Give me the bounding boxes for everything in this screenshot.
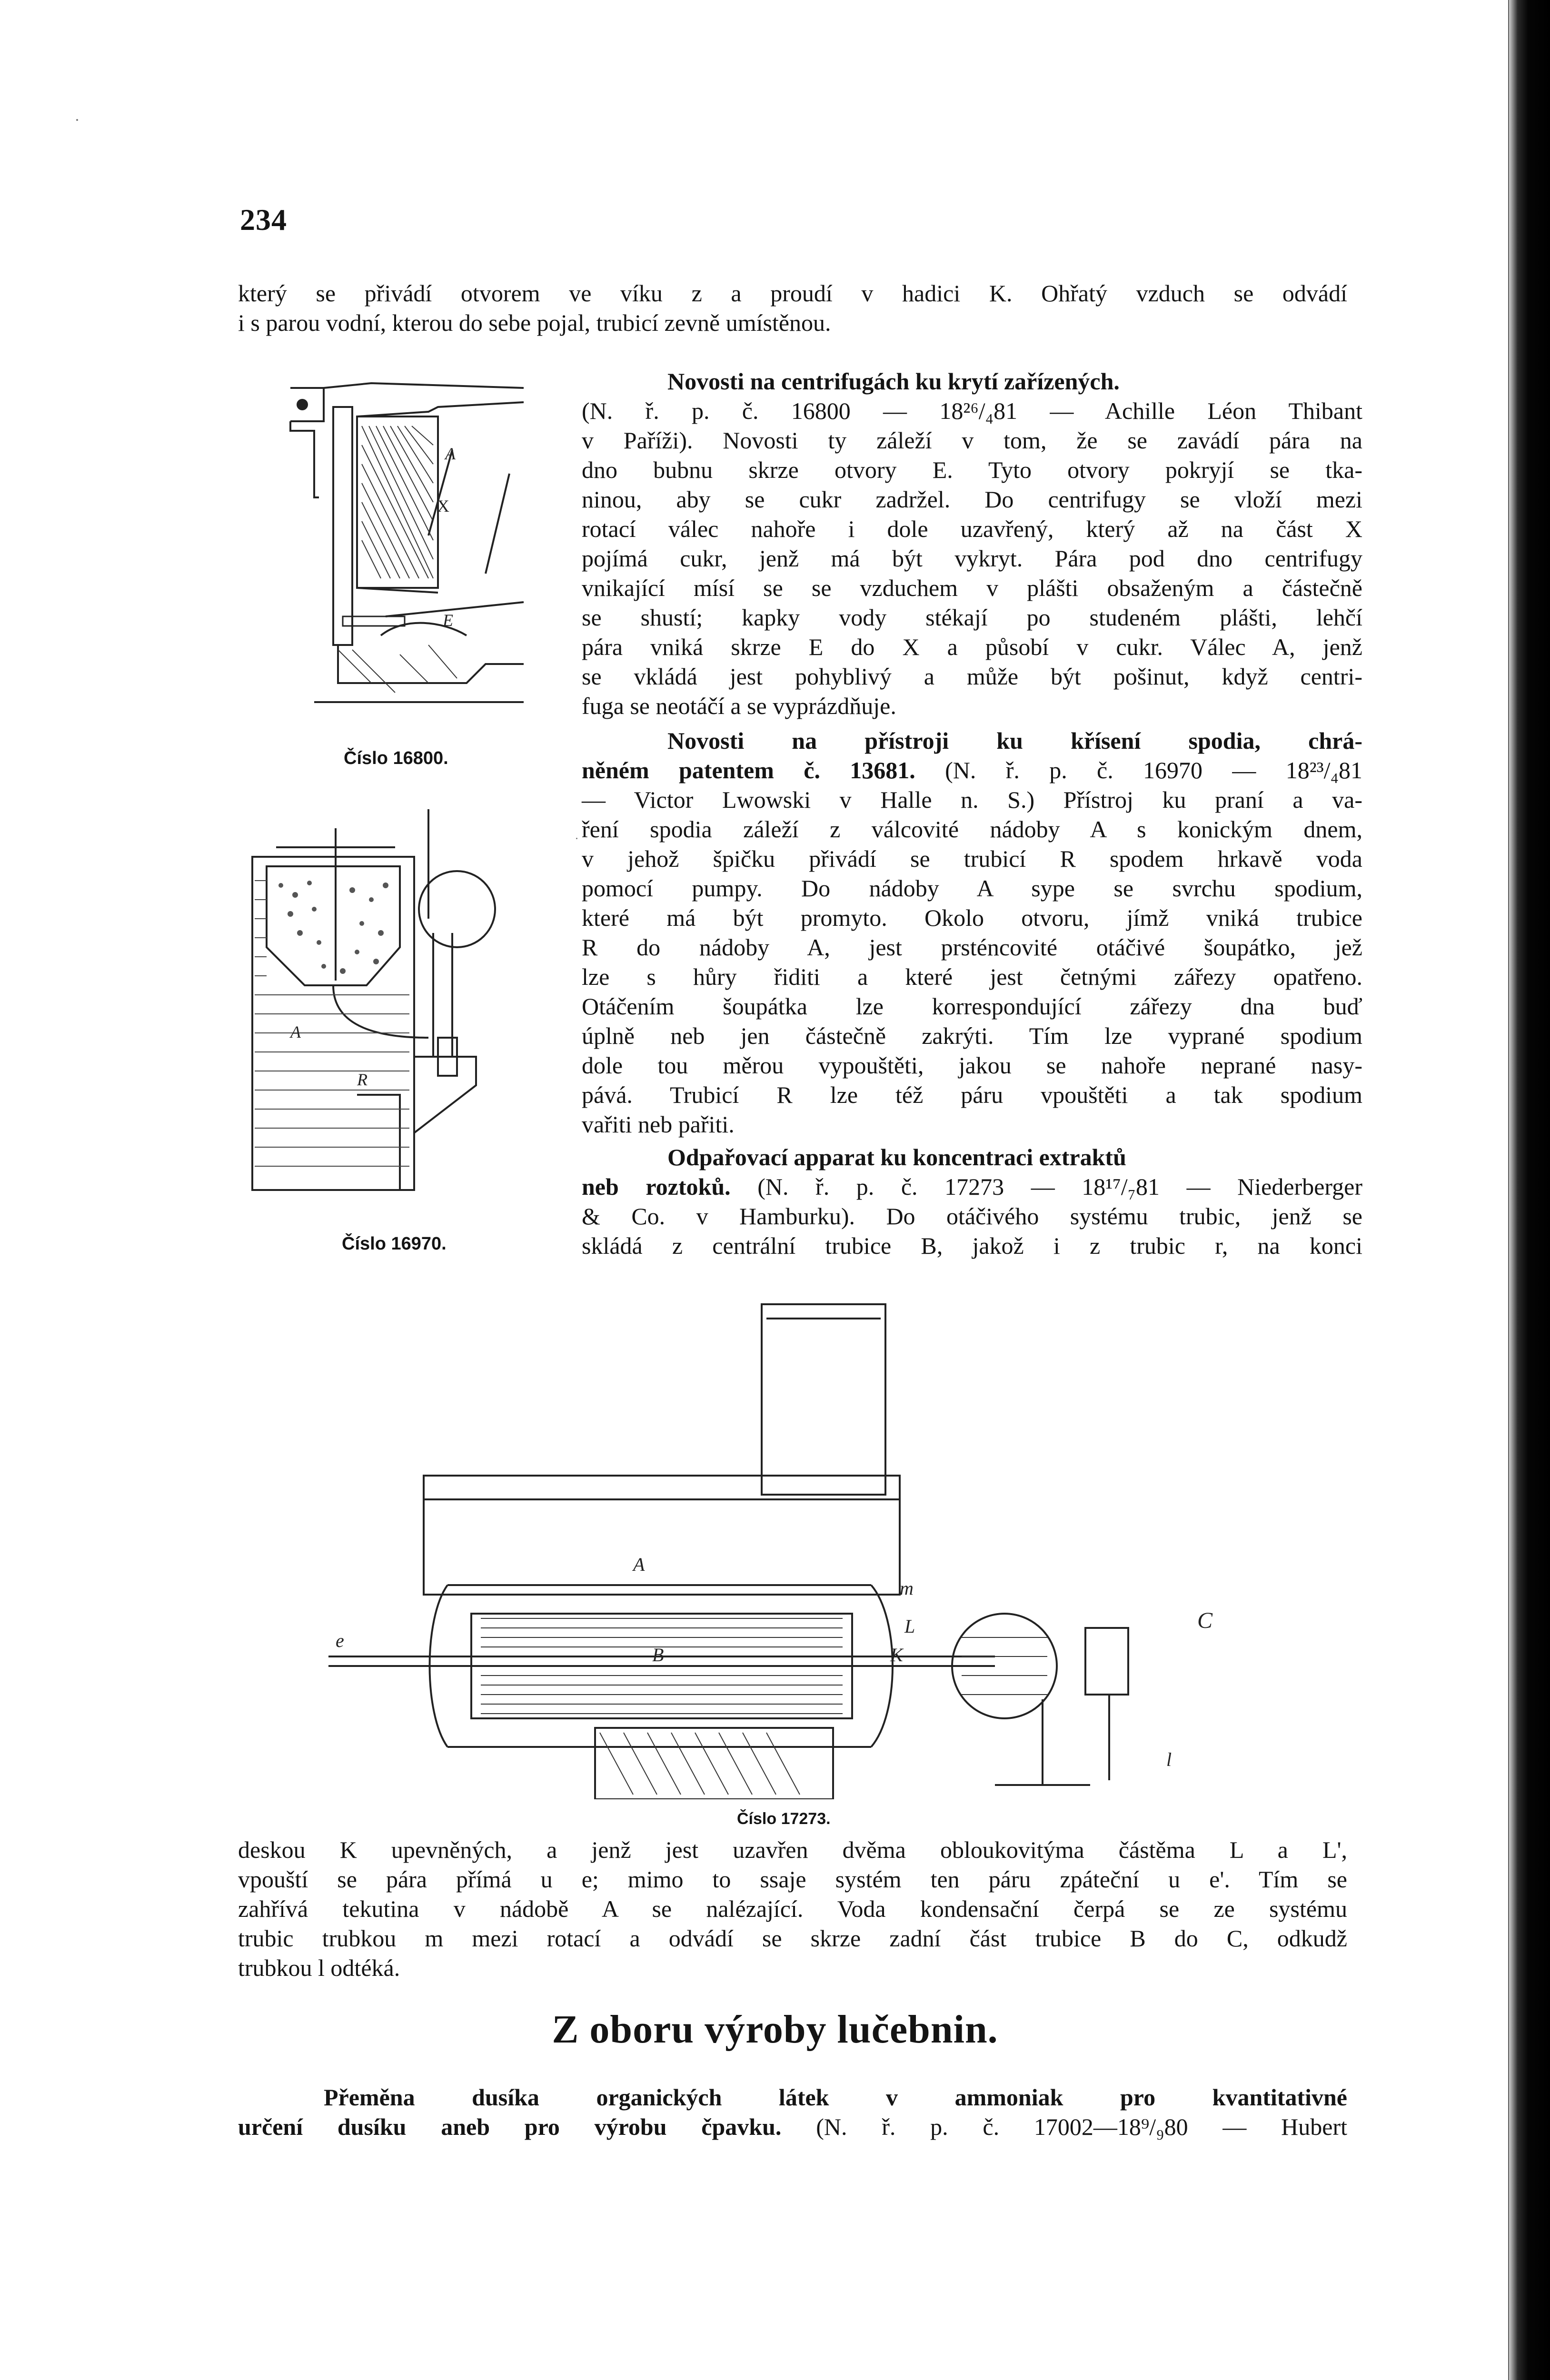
figure-line <box>595 1728 833 1799</box>
figure-line <box>324 383 524 388</box>
figure-line <box>386 602 524 616</box>
figure-evaporator <box>328 1285 1262 1799</box>
figure-line <box>333 407 352 645</box>
text-line: Otáčením šoupátka lze korrespondující zářezy dna buď <box>582 993 1362 1020</box>
figure-hatching <box>600 1733 800 1795</box>
section-heading: Z oboru výroby lučebnin. <box>552 2007 998 2052</box>
text-line: vnikající mísí se se vzduchem v plášti obsaženým a částečně <box>582 575 1362 601</box>
spodium-washer-drawing <box>248 800 514 1209</box>
text-line: fuga se neotáčí a se vyprázdňuje. <box>582 693 896 719</box>
figure-label: R <box>357 1070 368 1089</box>
figure-line <box>290 421 319 497</box>
figure-label: C <box>1197 1608 1213 1633</box>
article-spodium <box>582 726 1362 1139</box>
figure-label: B <box>652 1644 664 1666</box>
figure-line <box>1085 1628 1128 1695</box>
article-heading: Přeměna dusíka organických látek v ammoniak pro kvantitativné <box>324 2084 1347 2111</box>
page-number: 234 <box>240 203 287 237</box>
figure-hatching <box>338 645 457 693</box>
text-line: i s parou vodní, kterou do sebe pojal, trubicí zevně umístěnou. <box>238 309 831 336</box>
article-heading-line <box>582 755 1362 785</box>
text-line: (N. ř. p. č. 16970 — 18²³/₄81 <box>915 757 1363 783</box>
figure-line <box>252 857 414 1190</box>
figure-label: A <box>445 444 456 463</box>
text-line: pára vniká skrze E do X a působí v cukr. Válec A, jenž <box>582 634 1362 660</box>
figure-water-lines <box>255 881 409 1166</box>
figure-spodium-washer <box>248 800 514 1209</box>
figure-line <box>357 402 524 416</box>
figure-caption: Číslo 16970. <box>342 1234 447 1254</box>
figure-centrifuge <box>286 369 533 735</box>
figure-label: X <box>437 496 449 516</box>
text-line: pojímá cukr, jenž má být vykryt. Pára pod dno centrifugy <box>582 545 1362 572</box>
text-line: v Paříži). Novosti ty záleží v tom, že se zavádí pára na <box>582 427 1362 454</box>
figure-bolt <box>297 399 308 410</box>
text-line: (N. ř. p. č. 16800 — 18²⁶/₄81 — Achille Léon Thibant <box>582 397 1362 424</box>
figure-label: E <box>443 611 453 630</box>
figure-line <box>267 866 400 985</box>
figure-line <box>424 1476 900 1595</box>
figure-line <box>419 871 495 947</box>
figure-line <box>414 1057 476 1133</box>
text-line: které má být promyto. Okolo otvoru, jímž vniká trubice <box>582 904 1362 931</box>
text-line: zahřívá tekutina v nádobě A se nalézající. Voda kondensační čerpá se ze systému <box>238 1895 1347 1922</box>
figure-label: e <box>336 1630 344 1651</box>
scan-speck <box>76 119 78 121</box>
article-heading: určení dusíku aneb pro výrobu čpavku. <box>238 2113 782 2140</box>
text-line: ninou, aby se cukr zadržel. Do centrifugy se vloží mezi <box>582 486 1362 513</box>
text-line: se shustí; kapky vody stékají po studeném plášti, lehčí <box>582 604 1362 631</box>
text-line: ření spodia záleží z válcovité nádoby A s konickým dnem, <box>582 816 1362 843</box>
figure-line <box>486 474 509 574</box>
figure-label: L <box>904 1616 915 1637</box>
figure-label: l <box>1166 1749 1172 1770</box>
intro-paragraph <box>238 278 1347 337</box>
text-line: lze s hůry řiditi a které jest četnými zářezy opatřeno. <box>582 963 1362 990</box>
text-line: — Victor Lwowski v Halle n. S.) Přístroj ku praní a va- <box>582 786 1362 813</box>
text-line: trubic trubkou m mezi rotací a odvádí se skrze zadní část trubice B do C, odkudž <box>238 1925 1347 1952</box>
figure-label: A <box>290 1022 301 1041</box>
scan-speck <box>576 838 577 839</box>
figure-label: K <box>890 1644 903 1666</box>
text-line: který se přivádí otvorem ve víku z a proudí v hadici K. Ohřatý vzduch se odvádí <box>238 280 1347 307</box>
article-heading-line <box>582 1172 1362 1201</box>
text-line: & Co. v Hamburku). Do otáčivého systému trubic, jenž se <box>582 1203 1362 1230</box>
figure-label: A <box>633 1554 645 1575</box>
text-line: dno bubnu skrze otvory E. Tyto otvory pokryjí se tka- <box>582 456 1362 483</box>
article-nitrogen <box>238 2082 1347 2142</box>
article-centrifuge <box>582 367 1362 721</box>
article-heading: Odpařovací apparat ku koncentraci extraktů <box>667 1144 1126 1170</box>
article-heading: něném patentem č. 13681. <box>582 757 915 783</box>
text-line: skládá z centrální trubice B, jakož i z trubic r, na konci <box>582 1232 1362 1259</box>
evaporator-drawing <box>328 1285 1262 1799</box>
article-heading: Novosti na přístroji ku křísení spodia, chrá- <box>667 727 1362 754</box>
figure-line <box>762 1304 885 1495</box>
figure-line <box>381 623 467 635</box>
text-line: (N. ř. p. č. 17273 — 18¹⁷/₇81 — Niederberger <box>730 1173 1362 1200</box>
text-line: úplně neb jen částečně zakrýti. Tím lze vyprané spodium <box>582 1022 1362 1049</box>
text-line: vařiti neb pařiti. <box>582 1111 735 1138</box>
figure-line <box>995 1699 1090 1785</box>
text-line: dole tou měrou vypouštěti, jakou se nahoře neprané nasy- <box>582 1052 1362 1079</box>
figure-caption: Číslo 17273. <box>737 1810 831 1828</box>
text-line: v jehož špičku přivádí se trubicí R spodem hrkavě voda <box>582 845 1362 872</box>
text-line: R do nádoby A, jest prsténcovité otáčivé šoupátko, jež <box>582 934 1362 961</box>
article-heading-line <box>238 2112 1347 2142</box>
text-line: pomocí pumpy. Do nádoby A sype se svrchu spodium, <box>582 875 1362 902</box>
article-heading: Novosti na centrifugách ku krytí zařízených. <box>667 368 1120 395</box>
text-line: se vkládá jest pohyblivý a může být pošinut, když centri- <box>582 663 1362 690</box>
text-line: pává. Trubicí R lze též páru vpouštěti a tak spodium <box>582 1081 1362 1108</box>
figure-label: m <box>900 1577 914 1599</box>
continuation-paragraph <box>238 1835 1347 1983</box>
centrifuge-drawing <box>286 369 533 735</box>
text-line: (N. ř. p. č. 17002—18⁹/₉80 — Hubert <box>781 2113 1348 2140</box>
figure-caption: Číslo 16800. <box>344 748 448 768</box>
article-heading: neb roztoků. <box>582 1173 731 1200</box>
text-line: deskou K upevněných, a jenž jest uzavřen dvěma obloukovitýma částěma L a L', <box>238 1836 1347 1863</box>
article-evaporator <box>582 1142 1362 1260</box>
text-line: vpouští se pára přímá u e; mimo to ssaje systém ten páru zpáteční u e'. Tím se <box>238 1866 1347 1893</box>
text-line: rotací válec nahoře i dole uzavřený, který až na část X <box>582 516 1362 542</box>
text-line: trubkou l odtéká. <box>238 1954 400 1981</box>
figure-hatching <box>362 426 433 578</box>
